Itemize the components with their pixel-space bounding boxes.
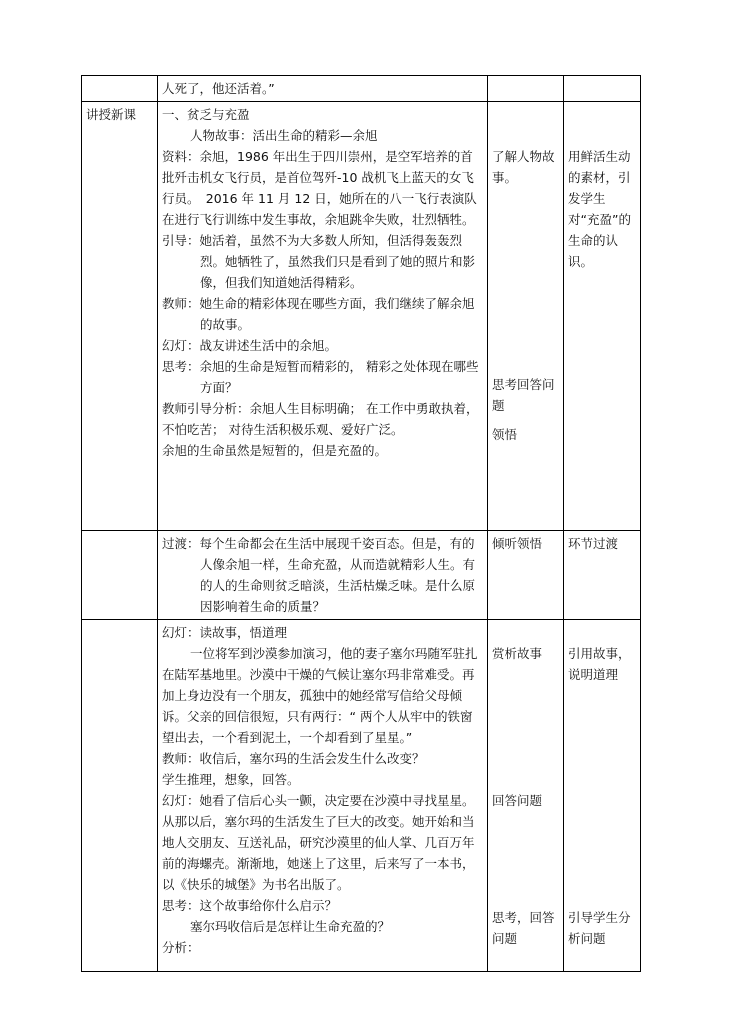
student-activity-cell — [488, 102, 564, 531]
content-cell — [158, 76, 488, 102]
teacher-text: 教师：她生命的精彩体现在哪些方面，我们继续了解余旭的故事。 — [162, 296, 475, 332]
design-intent-cell — [564, 102, 641, 531]
section-heading: 一、贫乏与充盈 — [162, 107, 250, 122]
stage-label: 讲授新课 — [86, 107, 137, 122]
content-cell — [158, 102, 488, 531]
analysis-text: 教师引导分析：余旭人生目标明确； 在工作中勇敢执着，不怕吃苦； 对待生活积极乐观、爱好广泛。 — [162, 401, 479, 437]
design-intent-a: 引用故事，说明道理 — [568, 646, 631, 682]
table-row — [82, 102, 641, 531]
student-activity-cell — [488, 620, 564, 972]
table-row — [82, 620, 641, 972]
student-activity-b: 思考回答问题 — [492, 377, 555, 413]
table-row — [82, 76, 641, 102]
content-cell — [158, 531, 488, 620]
quote-end-text: 人死了，他还活着。” — [162, 81, 275, 96]
student-activity-text: 倾听领悟 — [492, 536, 543, 551]
design-intent-text: 用鲜活生动的素材，引发学生对“充盈”的生命的认识。 — [568, 149, 631, 269]
stage-cell — [82, 76, 158, 102]
slide-text: 幻灯：战友讲述生活中的余旭。 — [162, 338, 338, 353]
transition-text: 过渡：每个生命都会在生活中展现千姿百态。但是，有的人像余旭一样，生命充盈，从而造就精彩人生。有的人的生命则贫乏暗淡，生活枯燥乏味。是什么原因影响着生命的质量？ — [162, 536, 476, 614]
design-intent-b: 引导学生分析问题 — [568, 910, 631, 946]
student-line: 学生推理，想象，回答。 — [162, 772, 300, 787]
design-intent-cell — [564, 76, 641, 102]
stage-cell — [82, 531, 158, 620]
question-text: 塞尔玛收信后是怎样让生命充盈的？ — [190, 919, 391, 934]
slide-title: 幻灯：读故事，悟道理 — [162, 625, 288, 640]
think-text: 思考：这个故事给你什么启示？ — [162, 898, 338, 913]
design-intent-cell — [564, 620, 641, 972]
story-text: 一位将军到沙漠参加演习，他的妻子塞尔玛随军驻扎在陆军基地里。沙漠中干燥的气候让塞尔玛非常难受。再加上身边没有一个朋友，孤独中的她经常写信给父母倾诉。父亲的回信很短，只有两行：“ 两个人从牢中的铁窗望出去，一个看到泥土，一个却看到了星星。” — [162, 646, 478, 745]
table-row — [82, 531, 641, 620]
stage-cell — [82, 102, 158, 531]
student-activity-cell — [488, 531, 564, 620]
slide-story-text: 幻灯：她看了信后心头一颤，决定要在沙漠中寻找星星。从那以后，塞尔玛的生活发生了巨大的改变。她开始和当地人交朋友、互送礼品，研究沙漠里的仙人掌、几百万年前的海螺壳。渐渐地，她迷上了这里，后来写了一本书，以《快乐的城堡》为书名出版了。 — [162, 793, 475, 892]
student-activity-cell — [488, 76, 564, 102]
material-text: 资料：余旭，1986 年出生于四川崇州，是空军培养的首批歼击机女飞行员，是首位驾歼-10 战机飞上蓝天的女飞行员。 2016 年 11 月 12 日，她所在的八一飞行表演队在进行飞行训练中发生事故，余旭跳伞失败，壮烈牺牲。 — [162, 149, 477, 227]
content-cell — [158, 620, 488, 972]
think-text: 思考：余旭的生命是短暂而精彩的， 精彩之处体现在哪些方面？ — [162, 359, 479, 395]
student-activity-b: 回答问题 — [492, 793, 543, 808]
student-activity-c: 领悟 — [492, 427, 518, 442]
story-title: 人物故事：活出生命的精彩—余旭 — [190, 128, 378, 143]
student-activity-a: 了解人物故事。 — [492, 149, 555, 185]
lesson-plan-table — [81, 75, 641, 972]
analysis-label: 分析： — [162, 940, 200, 955]
design-intent-cell — [564, 531, 641, 620]
stage-cell — [82, 620, 158, 972]
guide-text: 引导：她活着，虽然不为大多数人所知，但活得轰轰烈烈。她牺牲了，虽然我们只是看到了她的照片和影像，但我们知道她活得精彩。 — [162, 233, 476, 290]
teacher-question: 教师：收信后，塞尔玛的生活会发生什么改变？ — [162, 751, 425, 766]
student-activity-c: 思考，回答问题 — [492, 910, 555, 946]
conclusion-text: 余旭的生命虽然是短暂的，但是充盈的。 — [162, 443, 388, 458]
student-activity-a: 赏析故事 — [492, 646, 543, 661]
design-intent-text: 环节过渡 — [568, 536, 619, 551]
